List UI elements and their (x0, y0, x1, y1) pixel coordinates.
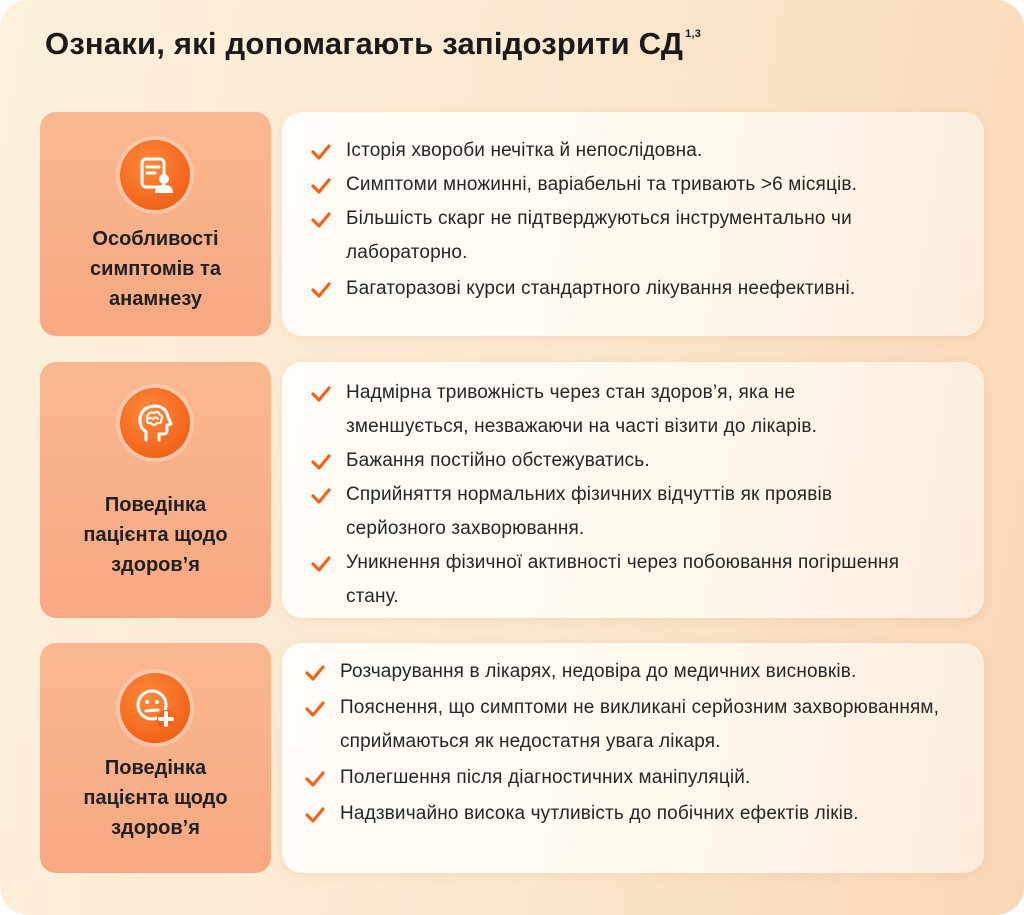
category-card (40, 362, 271, 618)
check-icon (310, 383, 332, 405)
check-icon (304, 662, 326, 684)
check-icon (310, 279, 332, 301)
check-icon (310, 209, 332, 231)
check-icon (310, 175, 332, 197)
list-item: Пояснення, що симптоми не викликані серйозним захворюванням, сприймаються як недостатня увага лікаря. (304, 691, 960, 761)
check-icon (310, 141, 332, 163)
medical-record-person-icon (120, 140, 190, 210)
page-title: Ознаки, які допомагають запідозрити СД $^{1,3}$ (45, 26, 702, 61)
list-item: Бажання постійно обстежуватись. (310, 444, 964, 478)
category-label: Поведінка пацієнта щодо здоров’я (83, 494, 228, 576)
list-item: Надмірна тривожність через стан здоров’я, яка не зменшується, незважаючи на часті візити до лікарів. (310, 376, 906, 444)
row-symptoms (40, 112, 984, 336)
category-card (40, 112, 271, 336)
criteria-card (282, 362, 984, 618)
check-icon (304, 804, 326, 826)
row-health-behavior-1 (40, 362, 984, 618)
category-card (40, 643, 271, 873)
list-item: Історія хвороби нечітка й непослідовна. (310, 134, 964, 168)
list-item: Багаторазові курси стандартного лікування неефективні. (310, 272, 964, 306)
head-tangled-thoughts-icon (120, 388, 190, 458)
category-label: Поведінка пацієнта щодо здоров’я (83, 757, 228, 839)
list-item: Розчарування в лікарях, недовіра до медичних висновків. (304, 655, 964, 691)
list-item: Полегшення після діагностичних маніпуляцій. (304, 761, 964, 797)
list-item: Надзвичайно висока чутливість до побічних ефектів ліків. (304, 797, 964, 831)
row-health-behavior-2 (40, 643, 984, 873)
list-item: Сприйняття нормальних фізичних відчуттів як проявів серйозного захворювання. (310, 478, 906, 546)
unhappy-face-plus-icon (120, 673, 190, 743)
list-item: Більшість скарг не підтверджуються інструментально чи лабораторно. (310, 202, 926, 272)
check-icon (304, 698, 326, 720)
list-item: Симптоми множинні, варіабельні та тривають >6 місяців. (310, 168, 964, 202)
list-item: Уникнення фізичної активності через побоювання погіршення стану. (310, 546, 906, 614)
title-reference: 1,3 (685, 27, 702, 40)
criteria-card (282, 643, 984, 873)
check-icon (310, 553, 332, 575)
check-icon (304, 768, 326, 790)
category-label: Особливості симптомів та анамнезу (90, 228, 221, 310)
check-icon (310, 451, 332, 473)
criteria-card (282, 112, 984, 336)
check-icon (310, 485, 332, 507)
